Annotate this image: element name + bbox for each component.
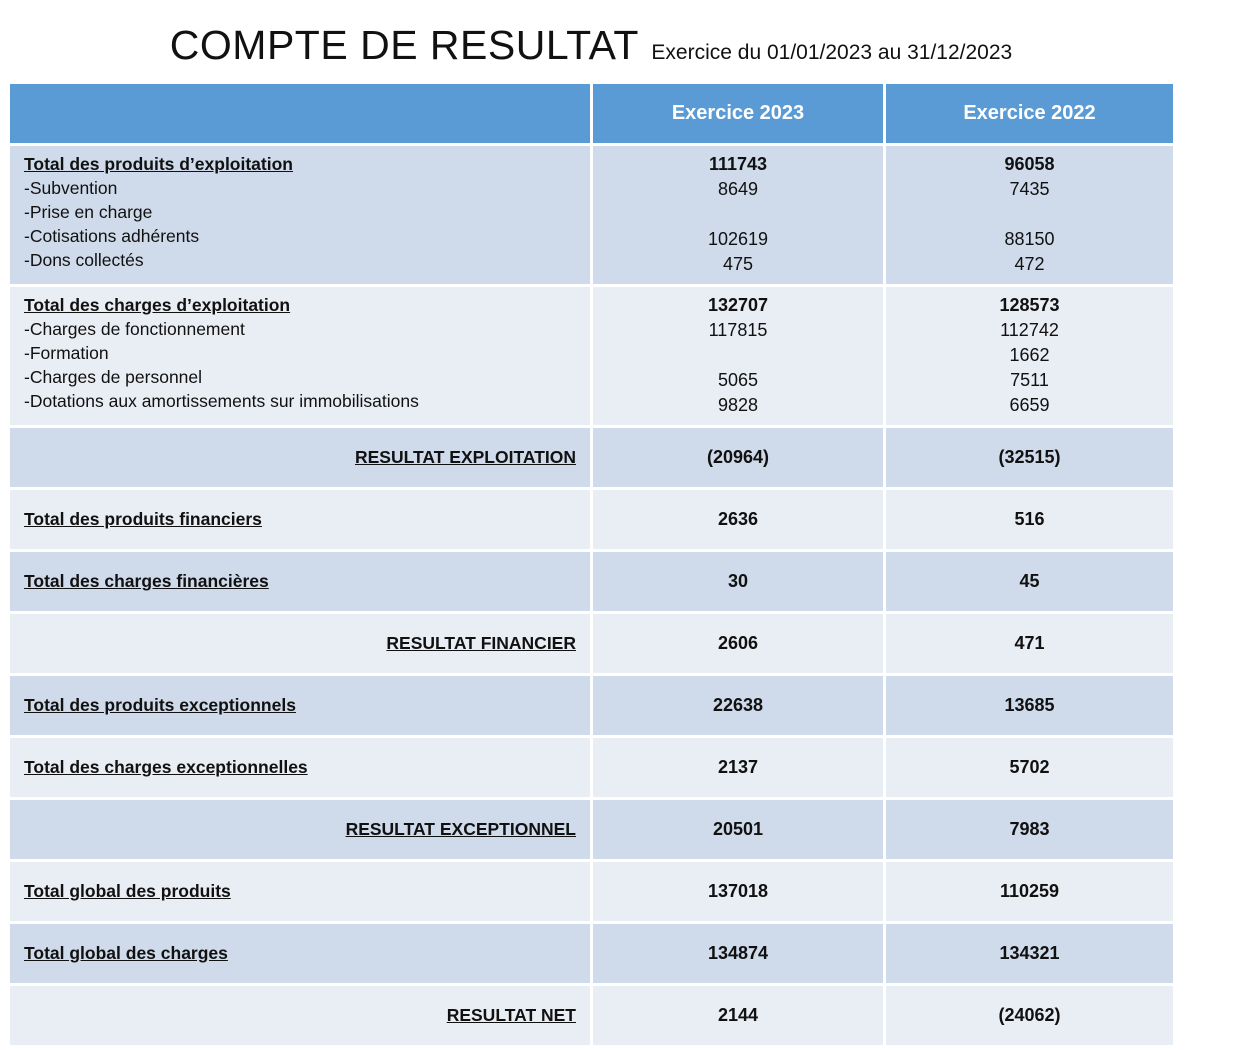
produits-financiers-row [10,487,1173,549]
row-value-2022: 13685 [883,676,1173,735]
row-value-2023: 2636 [590,490,883,549]
charges-exceptionnelles-row [10,735,1173,797]
charges-exploitation-2023 [590,287,883,425]
line-value [593,202,883,227]
row-value-2023: 30 [590,552,883,611]
row-label: Total global des produits [24,881,231,901]
line-value: 7511 [1010,370,1049,390]
row-label: RESULTAT FINANCIER [386,633,576,653]
line-value [593,343,883,368]
row-value-2022: 516 [883,490,1173,549]
income-statement-table [10,84,1173,1045]
line-label: -Subvention [24,178,118,198]
row-value-2023: 20501 [590,800,883,859]
line-label: -Formation [24,343,109,363]
global-produits-row [10,859,1173,921]
total-value: 96058 [1004,154,1055,174]
line-value: 5065 [717,370,759,390]
produits-exploitation-2023 [590,146,883,284]
row-value-2022: 134321 [883,924,1173,983]
charges-exploitation-2022 [883,287,1173,425]
page-header [0,22,1182,69]
global-charges-row [10,921,1173,983]
header-2022: Exercice 2022 [883,84,1173,143]
produits-exploitation-2022 [883,146,1173,284]
line-label: -Dotations aux amortissements sur immobilisations [24,391,419,411]
line-value: 475 [722,254,754,274]
row-label: RESULTAT NET [446,1005,576,1025]
row-label: Total des charges financières [24,571,269,591]
row-label: Total des produits financiers [24,509,262,529]
charges-exploitation-labels [10,287,590,425]
charges-exploitation-total-label: Total des charges d’exploitation [24,295,291,315]
line-value: 8649 [717,179,759,199]
line-label: -Charges de fonctionnement [24,319,245,339]
total-value: 128573 [999,295,1060,315]
line-label: -Dons collectés [24,250,144,270]
row-label: Total global des charges [24,943,228,963]
line-value: 88150 [1004,229,1055,249]
produits-exploitation-block [10,143,1173,284]
table-header-row [10,84,1173,143]
row-value-2023: 2606 [590,614,883,673]
line-label: -Charges de personnel [24,367,203,387]
page-subtitle: Exercice du 01/01/2023 au 31/12/2023 [651,41,1013,64]
header-2023: Exercice 2023 [590,84,883,143]
row-value-2022: (32515) [883,428,1173,487]
line-label: -Cotisations adhérents [24,226,200,246]
row-value-2023: 137018 [590,862,883,921]
total-value: 111743 [708,154,768,174]
line-label: -Prise en charge [24,202,153,222]
header-label-cell [10,84,590,143]
row-value-2022: 110259 [883,862,1173,921]
row-value-2023: (20964) [590,428,883,487]
produits-exploitation-labels [10,146,590,284]
row-value-2022: (24062) [883,986,1173,1045]
row-value-2022: 471 [883,614,1173,673]
row-label: Total des charges exceptionnelles [24,757,308,777]
resultat-financier-row [10,611,1173,673]
total-value: 132707 [707,295,769,315]
row-value-2023: 134874 [590,924,883,983]
produits-exploitation-total-label: Total des produits d’exploitation [24,154,293,174]
row-value-2022: 5702 [883,738,1173,797]
row-label: Total des produits exceptionnels [24,695,296,715]
page-title: COMPTE DE RESULTAT [169,22,639,68]
charges-financieres-row [10,549,1173,611]
line-value: 6659 [1009,395,1050,415]
row-label: RESULTAT EXPLOITATION [354,447,576,467]
line-value: 9828 [717,395,759,415]
line-value: 102619 [707,229,769,249]
resultat-exceptionnel-row [10,797,1173,859]
line-value [886,202,1173,227]
row-value-2023: 2137 [590,738,883,797]
line-value: 1662 [1009,345,1050,365]
row-value-2022: 45 [883,552,1173,611]
row-value-2023: 2144 [590,986,883,1045]
row-value-2022: 7983 [883,800,1173,859]
line-value: 117815 [708,320,768,340]
line-value: 112742 [1000,320,1059,340]
line-value: 7435 [1009,179,1050,199]
row-value-2023: 22638 [590,676,883,735]
line-value: 472 [1014,254,1045,274]
produits-exceptionnels-row [10,673,1173,735]
row-label: RESULTAT EXCEPTIONNEL [345,819,576,839]
charges-exploitation-block [10,284,1173,425]
resultat-net-row [10,983,1173,1045]
resultat-exploitation-row [10,425,1173,487]
